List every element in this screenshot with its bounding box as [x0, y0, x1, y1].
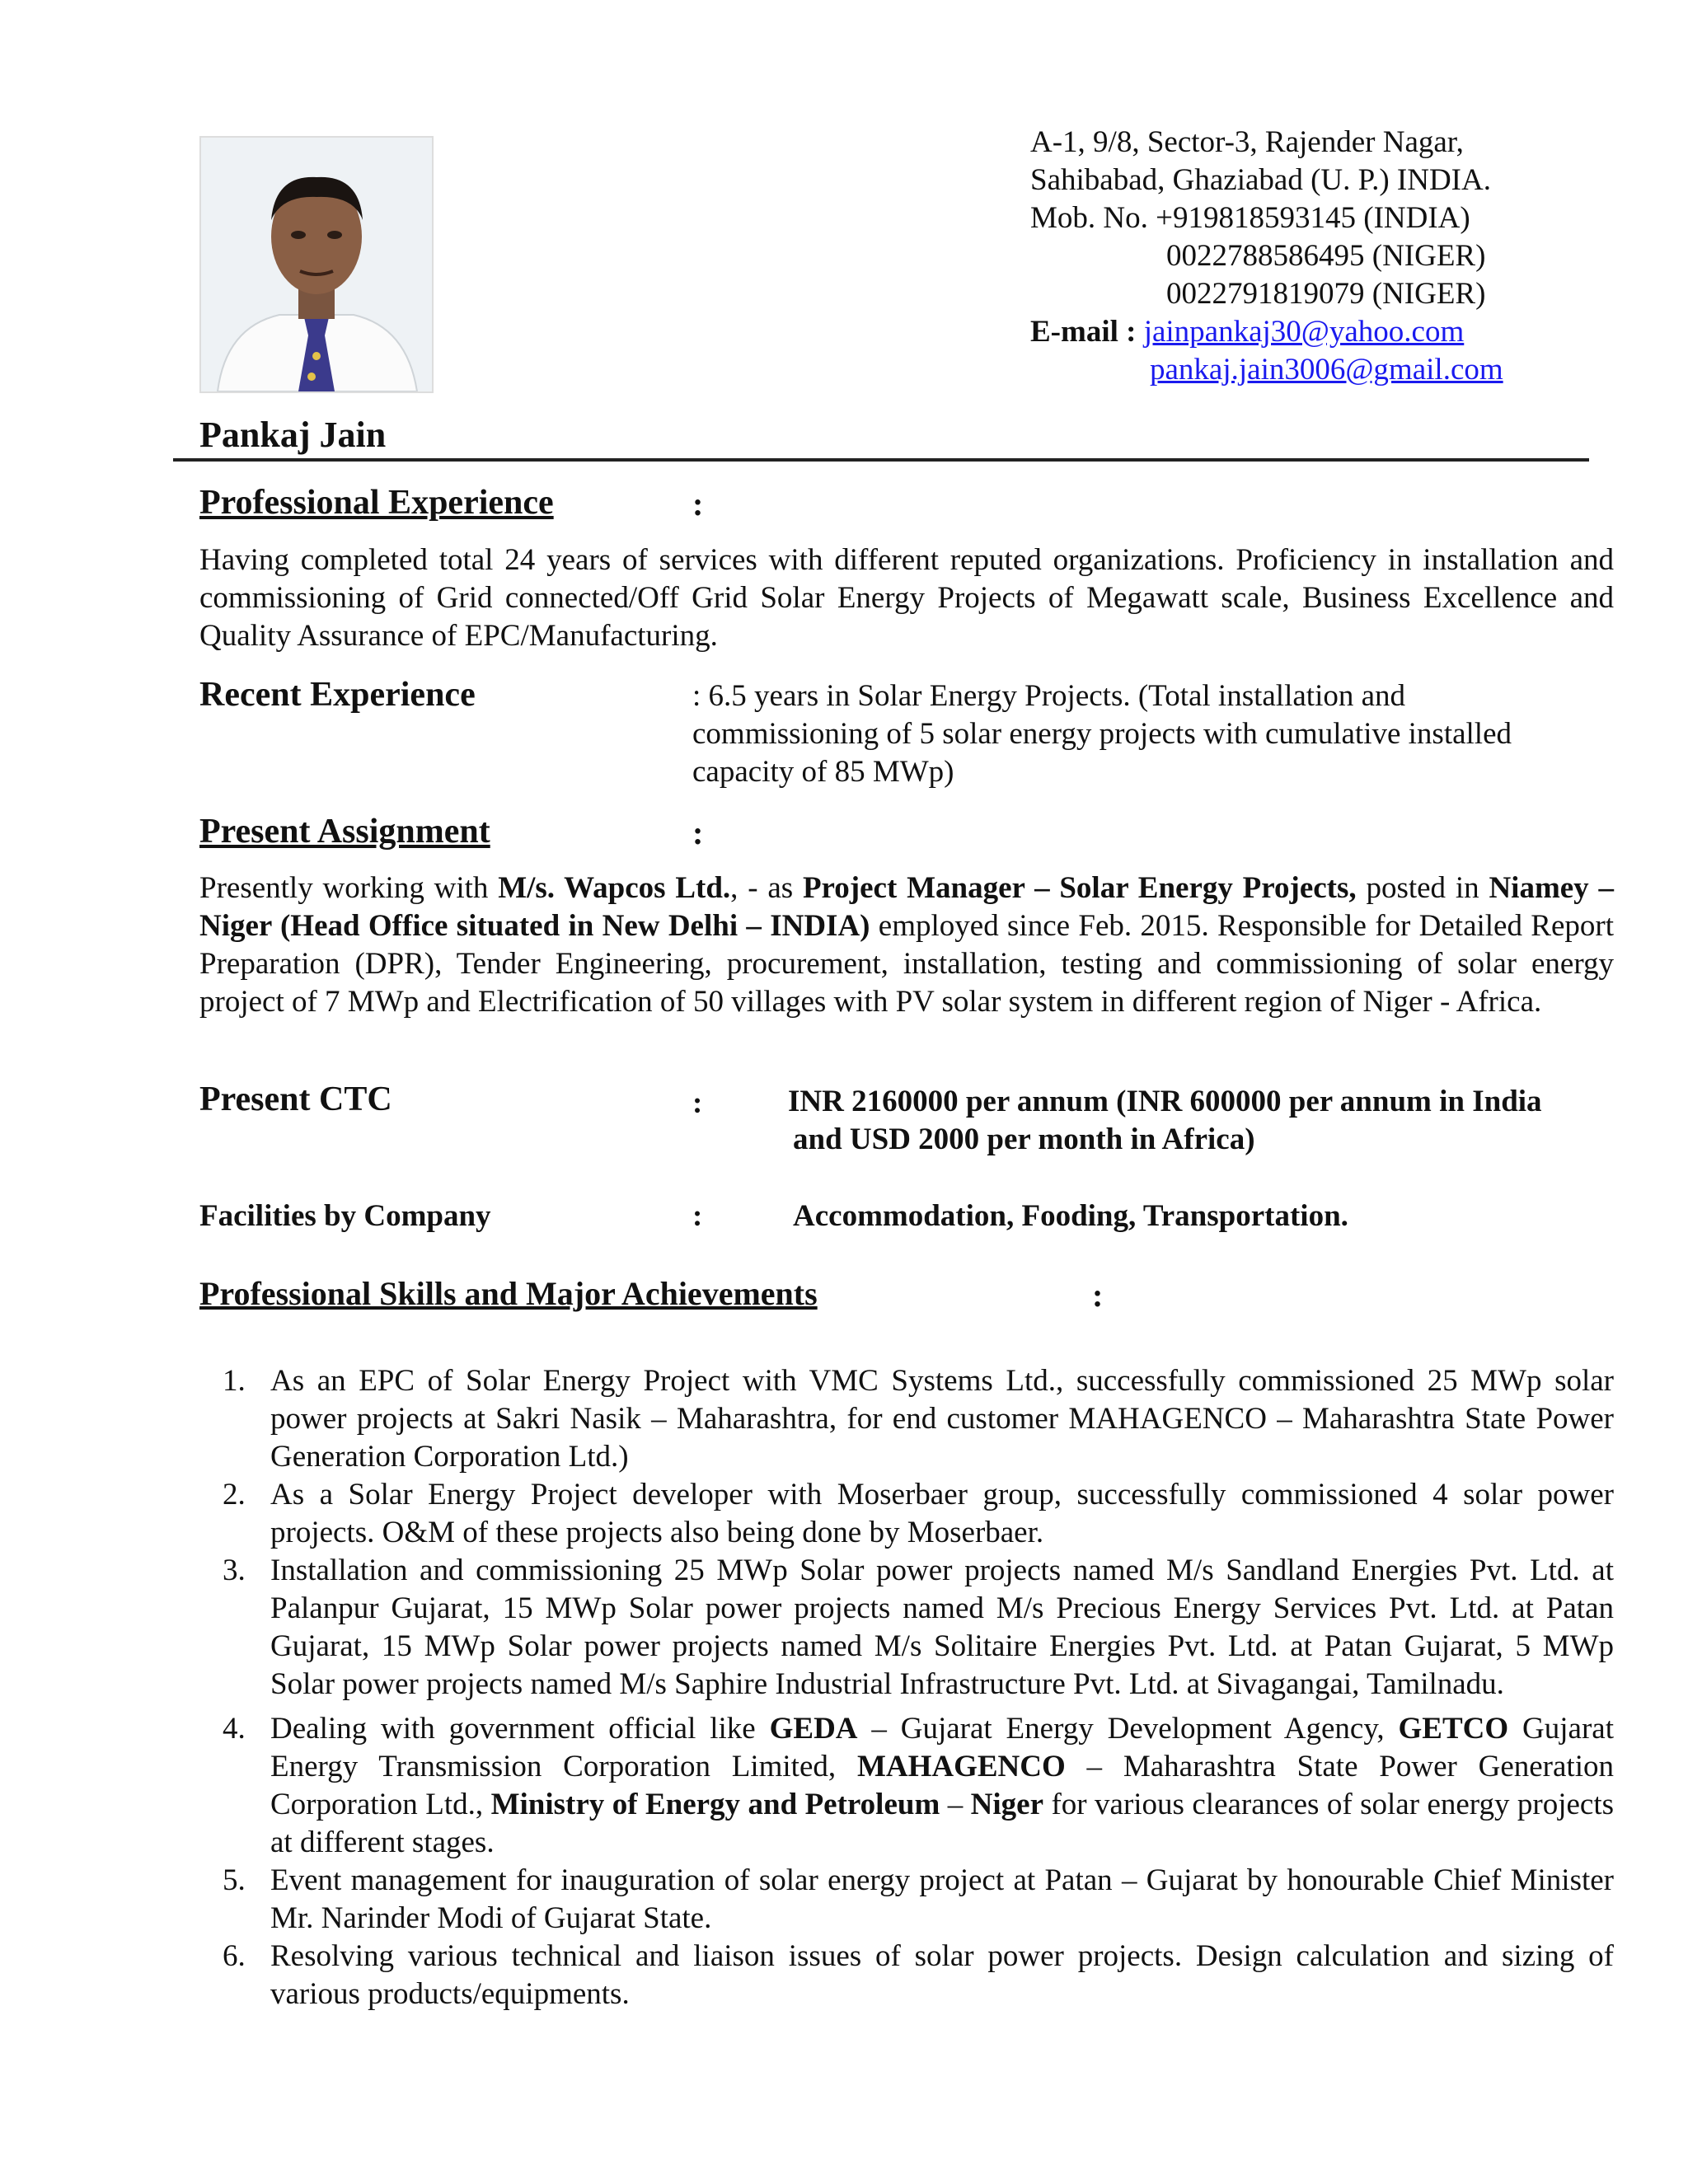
present-assignment-heading: Present Assignment: [199, 813, 490, 851]
assignment-text-5: . Responsible for Detailed Report Preparation (DPR), Tender Engineering, procurement, installation, testing and commissioning of solar energy project of 7 MWp and Electrification of 50 villages with PV solar system in different region of Niger - Africa.: [199, 909, 1614, 1019]
email-row-2: [1030, 351, 1607, 389]
recent-experience-text: : 6.5 years in Solar Energy Projects. (Total installation and commissioning of 5 solar energy projects with cumulative installed capacity of 85 MWp): [692, 679, 1512, 789]
professional-experience-colon: :: [692, 485, 704, 523]
achievement-org-niger: Niger: [970, 1788, 1044, 1821]
skills-colon: :: [1092, 1277, 1104, 1314]
achievement-number: 2.: [223, 1478, 246, 1511]
achievement-text: Event management for inauguration of solar energy project at Patan – Gujarat by honourable Chief Minister Mr. Narinder Modi of Gujarat State.: [270, 1863, 1614, 1935]
present-ctc-line-1: INR 2160000 per annum (INR 600000 per annum in India: [788, 1085, 1542, 1118]
present-ctc-colon: :: [692, 1086, 703, 1120]
email-link-1[interactable]: jainpankaj30@yahoo.com: [1143, 315, 1465, 349]
assignment-text-1: Presently working with: [199, 871, 499, 905]
achievement-text-4f: for various clearances of solar energy projects at different stages.: [270, 1788, 1615, 1859]
skills-heading: Professional Skills and Major Achievements: [199, 1275, 818, 1312]
achievement-number: 4.: [223, 1712, 246, 1746]
facilities-value: Accommodation, Fooding, Transportation.: [793, 1199, 1348, 1233]
present-ctc-line-2: and USD 2000 per month in Africa): [793, 1122, 1255, 1156]
present-assignment-text: [199, 869, 1614, 1021]
achievement-text-4e: –: [940, 1788, 971, 1821]
assignment-role: Project Manager – Solar Energy Projects,: [802, 871, 1357, 905]
achievement-org-ministry: Ministry of Energy and Petroleum: [490, 1788, 940, 1821]
candidate-name: Pankaj Jain: [199, 415, 387, 455]
achievement-item: [199, 1938, 1614, 2013]
achievement-item: [199, 1476, 1614, 1552]
facilities-label: Facilities by Company: [199, 1199, 491, 1233]
recent-experience-heading: Recent Experience: [199, 676, 476, 714]
achievement-text: As a Solar Energy Project developer with Moserbaer group, successfully commissioned 4 solar power projects. O&M of these projects also being done by Moserbaer.: [270, 1478, 1614, 1549]
present-assignment-colon: :: [692, 814, 704, 851]
assignment-location: Niamey – Niger (Head Office situated in New Delhi – INDIA): [199, 871, 1614, 943]
present-ctc-heading: Present CTC: [199, 1080, 392, 1118]
assignment-text-4: employed since Feb. 2015: [870, 909, 1202, 943]
mobile-row: [1030, 199, 1607, 237]
achievement-org-geda: GEDA: [769, 1712, 858, 1746]
header-divider: [173, 458, 1589, 462]
facilities-colon: :: [692, 1199, 703, 1233]
achievement-org-mahagenco: MAHAGENCO: [856, 1750, 1066, 1783]
address-line-1: A-1, 9/8, Sector-3, Rajender Nagar,: [1030, 125, 1464, 159]
achievement-number: 1.: [223, 1364, 246, 1398]
achievement-text-4b: – Gujarat Energy Development Agency,: [857, 1712, 1399, 1746]
achievement-text: Resolving various technical and liaison issues of solar power projects. Design calculation and sizing of various products/equipments.: [270, 1939, 1614, 2011]
achievement-item: [199, 1362, 1614, 1476]
mobile-number-1: +919818593145 (INDIA): [1156, 201, 1470, 235]
assignment-text-3: posted in: [1356, 871, 1489, 905]
contact-block: [1030, 124, 1607, 389]
address-line-2: Sahibabad, Ghaziabad (U. P.) INDIA.: [1030, 163, 1491, 197]
assignment-company: M/s. Wapcos Ltd.: [498, 871, 731, 905]
achievement-text-4d: – Maharashtra State Power Generation Corporation Ltd.,: [270, 1750, 1614, 1821]
achievement-text: As an EPC of Solar Energy Project with VMC Systems Ltd., successfully commissioned 25 MWp solar power projects at Sakri Nasik – Maharashtra, for end customer MAHAGENCO – Maharashtra State Power Generation Corporation Ltd.): [270, 1364, 1614, 1474]
achievement-text: Installation and commissioning 25 MWp Solar power projects named M/s Sandland Energies Pvt. Ltd. at Palanpur Gujarat, 15 MWp Solar power projects named M/s Precious Energy Services Pvt. Ltd. at Patan Gujarat, 15 MWp Solar power projects named M/s Solitaire Energies Pvt. Ltd. at Patan Gujarat, 5 MWp Solar power projects named M/s Saphire Industrial Infrastructure Pvt. Ltd. at Sivagangai, Tamilnadu.: [270, 1554, 1614, 1701]
achievement-item: [199, 1710, 1614, 1862]
achievement-number: 3.: [223, 1554, 246, 1587]
email-link-2[interactable]: pankaj.jain3006@gmail.com: [1150, 353, 1503, 387]
assignment-text-2: , - as: [730, 871, 803, 905]
profile-photo: [199, 136, 434, 393]
mobile-label: Mob. No.: [1030, 201, 1148, 235]
mobile-number-2: 0022788586495 (NIGER): [1166, 239, 1486, 273]
achievement-text-4c: Gujarat Energy Transmission Corporation Limited,: [270, 1712, 1614, 1783]
mobile-number-3: 0022791819079 (NIGER): [1166, 277, 1486, 311]
achievements-list: [199, 1362, 1614, 2013]
email-row: [1030, 313, 1607, 351]
achievement-number: 5.: [223, 1863, 246, 1897]
achievement-org-getco: GETCO: [1398, 1712, 1509, 1746]
professional-experience-heading: Professional Experience: [199, 484, 554, 522]
achievement-text-4a: Dealing with government official like: [270, 1712, 770, 1746]
achievement-number: 6.: [223, 1939, 246, 1973]
achievement-item: [199, 1862, 1614, 1938]
email-label: E-mail :: [1030, 315, 1137, 349]
achievement-item: [199, 1552, 1614, 1704]
professional-experience-text: Having completed total 24 years of services with different reputed organizations. Proficiency in installation and commissioning of Grid connected/Off Grid Solar Energy Projects of Megawatt scale, Business Excellence and Quality Assurance of EPC/Manufacturing.: [199, 543, 1614, 653]
